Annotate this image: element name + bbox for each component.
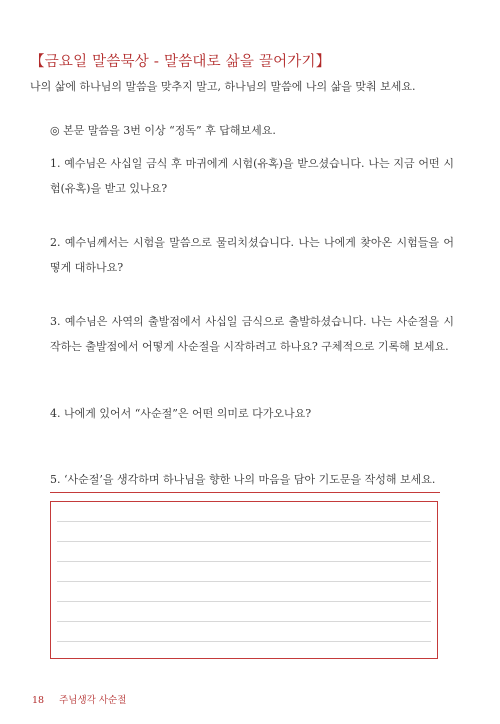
reading-instruction: ◎ 본문 말씀을 3번 이상 “정독” 후 답해보세요. <box>50 124 276 137</box>
writing-line <box>57 641 431 642</box>
question-2: 2. 예수님께서는 시험을 말씀으로 물리치셨습니다. 나는 나에게 찾아온 시험들을 어떻게 대하나요? <box>50 236 454 274</box>
page-subtitle: 나의 삶에 하나님의 말씀을 맞추지 말고, 하나님의 말씀에 나의 삶을 맞춰 보세요. <box>30 80 416 93</box>
writing-line <box>57 621 431 622</box>
question-5: 5. ‘사순절’을 생각하며 하나님을 향한 나의 마음을 담아 기도문을 작성해 보세요. <box>50 473 436 486</box>
writing-line <box>57 601 431 602</box>
question-4: 4. 나에게 있어서 “사순절”은 어떤 의미로 다가오나요? <box>50 407 312 420</box>
question-1: 1. 예수님은 사십일 금식 후 마귀에게 시험(유혹)을 받으셨습니다. 나는 지금 어떤 시험(유혹)을 받고 있나요? <box>50 157 454 195</box>
prayer-writing-box[interactable] <box>50 501 438 659</box>
page-footer <box>32 692 126 706</box>
writing-line <box>57 521 431 522</box>
page-title: 【금요일 말씀묵상 - 말씀대로 삶을 끌어가기】 <box>30 54 331 70</box>
question-3: 3. 예수님은 사역의 출발점에서 사십일 금식으로 출발하셨습니다. 나는 사순절을 시작하는 출발점에서 어떻게 사순절을 시작하려고 하나요? 구체적으로 기록해 보세요. <box>50 315 454 353</box>
page-number: 18 <box>32 695 45 706</box>
writing-line <box>57 581 431 582</box>
writing-line <box>57 541 431 542</box>
writing-line <box>57 561 431 562</box>
question-5-underline <box>50 492 440 493</box>
book-title: 주님생각 사순절 <box>59 695 127 706</box>
